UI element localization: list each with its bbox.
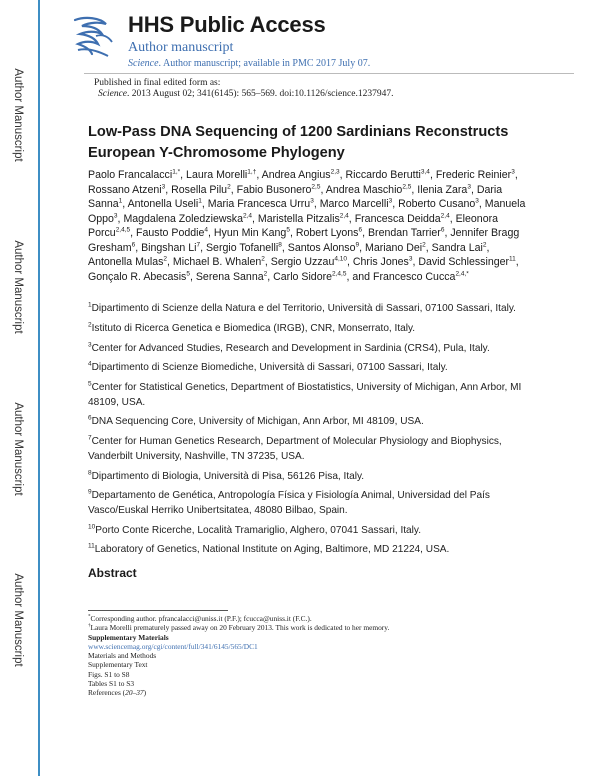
author-affiliation-marker: 2,4,5	[115, 226, 131, 234]
author-name: Maria Francesca Urru	[207, 198, 311, 210]
author-affiliation-marker: 3	[161, 182, 166, 190]
affiliation-text: Dipartimento di Biologia, Università di Pisa, 56126 Pisa, Italy.	[91, 470, 365, 482]
author-name: Magdalena Zoledziewska	[123, 212, 243, 225]
author-name: Manuela Oppo	[88, 198, 526, 225]
author-name: Carlo Sidore	[273, 270, 333, 283]
supplementary-link[interactable]: www.sciencemag.org/cgi/content/full/341/6145/565/DC1	[88, 641, 258, 651]
affiliation-number: 5	[88, 380, 92, 388]
author-name: Michael B. Whalen	[172, 256, 262, 268]
footnote-dagger: †Laura Morelli prematurely passed away on 20 February 2013. This work is dedicated to her memory.	[88, 623, 390, 633]
author-name: Ilenia Zara	[417, 183, 468, 196]
affiliation-number: 10	[88, 523, 96, 531]
citation-line: Science. 2013 August 02; 341(6145): 565–569. doi:10.1126/science.1237947.	[98, 89, 394, 99]
affiliation-number: 6	[88, 415, 92, 423]
article-title: Low-Pass DNA Sequencing of 1200 Sardinians Reconstructs European Y-Chromosome Phylogeny	[88, 124, 509, 161]
author-name: Gonçalo R. Abecasis	[88, 270, 187, 283]
author-affiliation-marker: 6	[440, 226, 445, 234]
affiliation-item	[88, 381, 528, 410]
author-affiliation-marker: 2	[227, 182, 231, 190]
affiliation-text: Center for Advanced Studies, Research and Development in Sardinia (CRS4), Pula, Italy.	[91, 342, 490, 354]
header-divider	[84, 73, 574, 74]
author-affiliation-marker: 2	[261, 255, 265, 263]
author-name: Mariano Dei	[365, 241, 423, 254]
author-affiliation-marker: 2,4,*	[455, 269, 469, 277]
author-affiliation-marker: 5	[186, 269, 190, 277]
hhs-eagle-logo-icon	[72, 14, 114, 58]
affiliation-item	[88, 543, 528, 558]
author-affiliation-marker: 2	[422, 240, 426, 248]
affiliation-text: Porto Conte Ricerche, Località Tramariglio, Alghero, 07041 Sassari, Italy.	[95, 524, 422, 536]
abstract-heading: Abstract	[88, 566, 137, 580]
author-affiliation-marker: 8	[278, 240, 282, 248]
author-affiliation-marker: 3	[467, 182, 471, 190]
published-in-label: Published in final edited form as:	[94, 78, 221, 88]
affiliation-item	[88, 489, 528, 518]
affiliation-number: 7	[88, 434, 92, 442]
author-affiliation-marker: 2,4	[242, 211, 253, 219]
author-name: Robert Lyons	[295, 227, 359, 239]
affiliation-text: Laboratory of Genetics, National Institute on Aging, Baltimore, MD 21224, USA.	[94, 544, 450, 556]
affiliation-number: 3	[88, 341, 92, 349]
affiliation-number: 9	[88, 489, 92, 497]
affiliation-item	[88, 361, 528, 376]
author-name: Riccardo Berutti	[345, 169, 421, 181]
author-affiliation-marker: 3	[475, 197, 479, 205]
supp-item: Supplementary Text	[88, 660, 148, 670]
author-affiliation-marker: 4	[204, 226, 208, 234]
affiliation-item	[88, 524, 528, 539]
footnote-divider	[88, 610, 228, 611]
author-name: Frederic Reinier	[435, 169, 512, 181]
author-affiliation-marker: 7	[196, 240, 201, 248]
affiliation-text: Departamento de Genética, Antropología Física y Fisiología Animal, Universidad del País Vasco/Euskal Herriko Unibertsitatea, 48080 Bilbao, Spain.	[88, 490, 490, 516]
supp-item: Materials and Methods	[88, 651, 157, 661]
author-name: Paolo Francalacci	[88, 169, 173, 181]
author-affiliation-marker: 3	[388, 197, 393, 205]
affiliation-text: Dipartimento di Scienze della Natura e del Territorio, Università di Sassari, 07100 Sassari, Italy.	[91, 303, 516, 314]
author-name: Brendan Tarrier	[367, 227, 441, 239]
author-affiliation-marker: 3	[310, 197, 314, 205]
references-line: References (20–37)	[88, 688, 147, 698]
affiliation-text: Dipartimento di Scienze Biomediche, Università di Sassari, 07100 Sassari, Italy.	[91, 362, 448, 374]
affiliation-item	[88, 415, 528, 430]
affiliation-list	[88, 302, 528, 563]
author-name: Serena Sanna	[195, 270, 264, 283]
sidebar-label: Author Manuscript	[12, 68, 24, 162]
author-affiliation-marker: 2,4	[440, 211, 450, 219]
author-name: David Schlessinger	[418, 256, 510, 268]
author-affiliation-marker: 3	[408, 255, 413, 263]
affiliation-item	[88, 322, 528, 337]
author-manuscript-sidebar	[0, 0, 66, 776]
author-affiliation-marker: 1	[198, 197, 202, 205]
affiliation-text: Center for Human Genetics Research, Department of Molecular Physiology and Biophysics, Vanderbilt University, Nashville, TN 37235, USA.	[88, 436, 502, 462]
author-affiliation-marker: 1,†	[247, 168, 257, 176]
affiliation-text: DNA Sequencing Core, University of Michigan, Ann Arbor, MI 48109, USA.	[91, 416, 424, 428]
affiliation-number: 11	[88, 543, 95, 551]
author-name: Fabio Busonero	[236, 183, 312, 196]
affiliation-item	[88, 435, 528, 464]
author-name: Andrea Angius	[261, 169, 331, 181]
author-list: Paolo Francalacci$^{1,*}$, Laura Morelli$^{1,\dagger}$, Andrea Angius$^{2,3}$, Riccardo Berutti$^{3,4}$, Frederic Reinier$^3$, Rossano Atzeni$^3$, Rosella Pilu$^2$, Fabio Busonero$^{2,5}$, Andrea Maschio$^{2,5}$, Ilenia Zara$^3$, Daria Sanna$^1$, Antonella Useli$^1$, Maria Francesca Urru$^3$, Marco Marcelli$^3$, Roberto Cusano$^3$, Manuela Oppo$^3$, Magdalena Zoledziewska$^{2,4}$, Maristella Pitzalis$^{2,4}$, Francesca Deidda$^{2,4}$, Eleonora Porcu$^{2,4,5}$, Fausto Poddie$^4$, Hyun Min Kang$^5$, Robert Lyons$^6$, Brendan Tarrier$^6$, Jennifer Bragg Gresham$^6$, Bingshan Li$^7$, Sergio Tofanelli$^8$, Santos Alonso$^9$, Mariano Dei$^2$, Sandra Lai$^2$, Antonella Mulas$^2$, Michael B. Whalen$^2$, Sergio Uzzau$^{4,10}$, Chris Jones$^3$, David Schlessinger$^{11}$, Gonçalo R. Abecasis$^5$, Serena Sanna$^2$, Carlo Sidore$^{2,4,5}$, and Francesco Cucca$^{2,4,*}$	[88, 168, 526, 283]
author-affiliation-marker: 1,*	[172, 168, 181, 176]
author-affiliation-marker: 9	[355, 240, 360, 248]
affiliation-item	[88, 470, 528, 485]
affiliation-number: 8	[88, 469, 92, 477]
author-name: Antonella Mulas	[88, 256, 164, 268]
author-name: Fausto Poddie	[136, 227, 205, 239]
author-name: Jennifer Bragg Gresham	[88, 227, 520, 254]
footnotes	[88, 614, 548, 698]
author-affiliation-marker: 3	[511, 168, 515, 176]
author-affiliation-marker: 2	[163, 255, 168, 263]
sidebar-label: Author Manuscript	[12, 402, 24, 496]
sidebar-label: Author Manuscript	[12, 240, 24, 334]
author-name: Chris Jones	[352, 256, 409, 268]
author-affiliation-marker: 4,10	[334, 255, 347, 263]
author-affiliation-marker: 2	[482, 240, 487, 248]
author-affiliation-marker: 2,4	[339, 211, 349, 219]
affiliation-number: 2	[88, 321, 92, 329]
author-affiliation-marker: 5	[286, 226, 290, 234]
affiliation-item	[88, 302, 528, 317]
affiliation-item	[88, 342, 528, 357]
author-name: Hyun Min Kang	[213, 227, 287, 239]
author-name: Roberto Cusano	[398, 198, 476, 210]
supplementary-heading: Supplementary Materials	[88, 632, 169, 642]
sidebar-rule	[38, 0, 40, 776]
availability-line: Science. Author manuscript; available in PMC 2017 July 07.	[128, 58, 371, 69]
author-affiliation-marker: 2,3	[330, 168, 340, 176]
affiliation-number: 1	[88, 301, 92, 309]
author-name: Rossano Atzeni	[88, 183, 162, 196]
author-name: Rosella Pilu	[171, 183, 228, 196]
sidebar-label: Author Manuscript	[12, 573, 24, 667]
author-affiliation-marker: 2,4,5	[332, 269, 347, 277]
author-name: Sergio Uzzau	[270, 256, 335, 268]
author-affiliation-marker: 11	[509, 255, 516, 263]
hhs-public-access-title: HHS Public Access	[128, 12, 326, 37]
author-affiliation-marker: 2,5	[402, 182, 412, 190]
author-name: Sandra Lai	[431, 241, 483, 254]
affiliation-text: Istituto di Ricerca Genetica e Biomedica (IRGB), CNR, Monserrato, Italy.	[91, 322, 416, 334]
author-name: Antonella Useli	[127, 198, 199, 210]
author-name: Santos Alonso	[287, 241, 356, 254]
author-affiliation-marker: 6	[358, 226, 363, 234]
affiliation-number: 4	[88, 361, 92, 369]
author-conjunction: , and	[346, 270, 371, 283]
author-name: Francesco Cucca	[373, 270, 456, 283]
supp-item: Tables S1 to S3	[88, 679, 135, 689]
author-affiliation-marker: 3,4	[420, 168, 430, 176]
author-name: Maristella Pitzalis	[257, 212, 340, 225]
author-name: Sergio Tofanelli	[205, 241, 279, 254]
author-affiliation-marker: 2	[263, 269, 268, 277]
author-name: Marco Marcelli	[319, 198, 389, 210]
affiliation-text: Center for Statistical Genetics, Department of Biostatistics, University of Michigan, Ann Arbor, MI 48109, USA.	[88, 382, 522, 408]
author-name: Bingshan Li	[141, 241, 197, 254]
author-name: Daria Sanna	[88, 183, 503, 210]
author-affiliation-marker: 6	[131, 240, 136, 248]
author-manuscript-label: Author manuscript	[128, 40, 234, 55]
author-affiliation-marker: 2,5	[311, 182, 321, 190]
author-affiliation-marker: 3	[113, 211, 118, 219]
author-name: Andrea Maschio	[325, 183, 403, 196]
author-name: Francesca Deidda	[354, 212, 441, 225]
author-name: Laura Morelli	[186, 169, 248, 181]
supp-item: Figs. S1 to S8	[88, 669, 130, 679]
author-name: Eleonora Porcu	[88, 212, 499, 239]
author-affiliation-marker: 1	[118, 197, 123, 205]
footnote-corresponding: *Corresponding author. pfrancalacci@uniss.it (P.F.); fcucca@uniss.it (F.C.).	[88, 614, 312, 623]
